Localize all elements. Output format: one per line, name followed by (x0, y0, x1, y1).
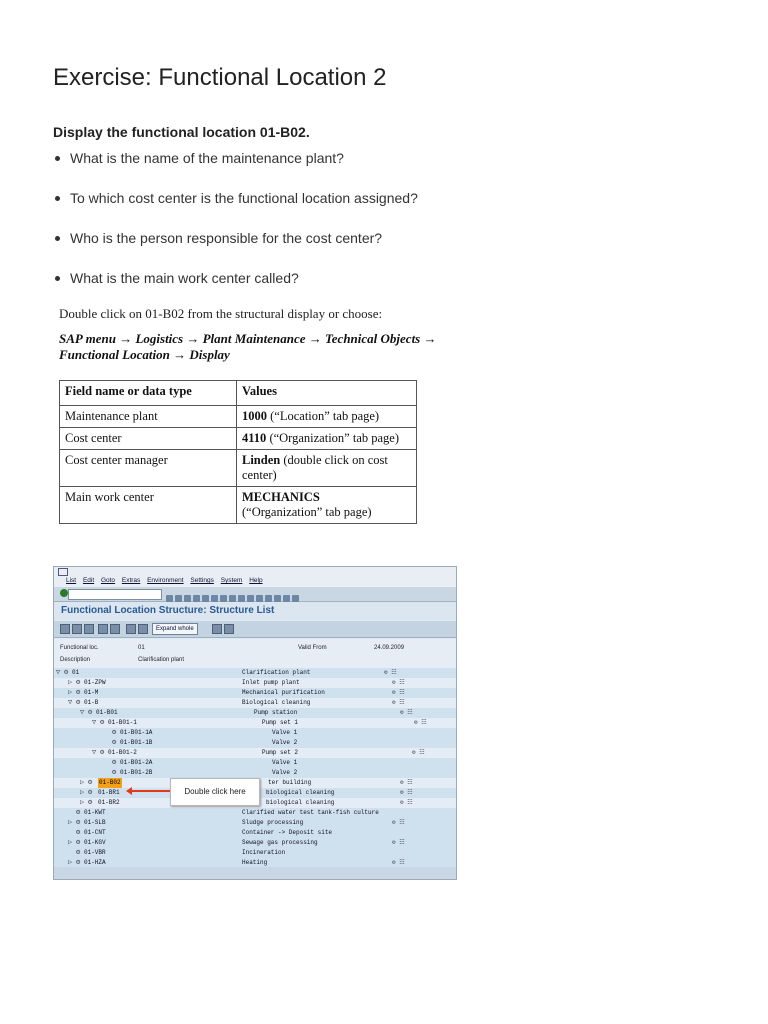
tree-row[interactable]: ▷ ⚙ 01-KGV Sewage gas processing ⚙ ☷ (54, 838, 456, 848)
object-icons: ⚙ ☷ (392, 699, 405, 706)
menu-edit[interactable]: Edit (82, 577, 95, 584)
funcloc-icon: ⚙ (76, 839, 81, 847)
description-label: Description (60, 657, 91, 663)
table-row (60, 487, 417, 524)
collapse-node-icon[interactable]: ▽ (92, 749, 97, 757)
field-name: Cost center (60, 428, 237, 450)
object-icons: ⚙ ☷ (392, 839, 405, 846)
tree-row[interactable]: ▽ ⚙ 01-B01 Pump station ⚙ ☷ (54, 708, 456, 718)
object-icons: ⚙ ☷ (392, 819, 405, 826)
collapse-icon[interactable] (126, 624, 136, 634)
funcloc-icon: ⚙ (100, 749, 105, 757)
object-icons: ⚙ ☷ (400, 709, 413, 716)
tree-row[interactable]: ⚙ 01-KWT Clarified water test tank-fish culture (54, 808, 456, 818)
expand-node-icon[interactable]: ▷ (68, 819, 73, 827)
field-name: Main work center (60, 487, 237, 524)
tree-icon[interactable] (60, 624, 70, 634)
sap-screen-title: Functional Location Structure: Structure List (54, 602, 457, 620)
funcloc-icon: ⚙ (100, 719, 105, 727)
object-icons: ⚙ ☷ (384, 669, 397, 676)
menu-system[interactable]: System (220, 577, 243, 584)
callout-box: Double click here (170, 778, 260, 806)
funcloc-icon: ⚙ (76, 819, 81, 827)
solution-table (59, 380, 417, 524)
tree-row[interactable]: ⚙ 01-VBR Incineration (54, 848, 456, 858)
new-session-icon[interactable] (265, 595, 272, 602)
bullet-icon (55, 196, 60, 201)
page-title: Exercise: Functional Location 2 (53, 64, 387, 91)
help-icon[interactable] (283, 595, 290, 602)
valid-from-value: 24.09.2009 (374, 645, 405, 651)
prev-page-icon[interactable] (238, 595, 245, 602)
column-header-values: Values (237, 381, 417, 406)
sap-window-icon (58, 568, 68, 576)
tree-row[interactable]: ▷ ⚙ 01-HZA Heating ⚙ ☷ (54, 858, 456, 868)
bullet-icon (55, 236, 60, 241)
menu-goto[interactable]: Goto (100, 577, 116, 584)
first-page-icon[interactable] (229, 595, 236, 602)
find-next-icon[interactable] (220, 595, 227, 602)
sap-status-bar (54, 867, 456, 879)
instruction-text: Double click on 01-B02 from the structural display or choose: (59, 306, 383, 321)
expand-node-icon[interactable]: ▷ (68, 859, 73, 867)
funcloc-icon: ⚙ (76, 829, 81, 837)
print-icon[interactable] (202, 595, 209, 602)
expand-node-icon[interactable]: ▷ (68, 839, 73, 847)
collapse-node-icon[interactable]: ▽ (68, 699, 73, 707)
menu-environment[interactable]: Environment (147, 577, 184, 584)
tree-row[interactable]: ▷ ⚙ 01-SLB Sludge processing ⚙ ☷ (54, 818, 456, 828)
question-item: Who is the person responsible for the cost center? (53, 230, 418, 270)
object-icons: ⚙ ☷ (400, 789, 413, 796)
tree-row[interactable]: ▽ ⚙ 01-B01-2 Pump set 2 ⚙ ☷ (54, 748, 456, 758)
valid-from-label: Valid From (298, 645, 327, 651)
field-name: Maintenance plant (60, 406, 237, 428)
tree-row[interactable]: ▷ ⚙ 01-BR2 biological cleaning ⚙ ☷ (54, 798, 456, 808)
table-row (60, 406, 417, 428)
expand-node-icon[interactable]: ▷ (68, 679, 73, 687)
funcloc-icon: ⚙ (112, 739, 117, 747)
back-icon[interactable] (175, 595, 182, 602)
structure-tree (54, 668, 456, 876)
object-icons: ⚙ ☷ (392, 859, 405, 866)
expand-node-icon[interactable]: ▷ (68, 689, 73, 697)
column-header-field: Field name or data type (60, 381, 237, 406)
question-item: What is the main work center called? (53, 270, 418, 310)
exercise-subtitle: Display the functional location 01-B02. (53, 124, 310, 140)
question-item: What is the name of the maintenance plant? (53, 150, 418, 190)
menu-list[interactable]: List (66, 577, 77, 584)
expand-node-icon[interactable]: ▷ (80, 789, 85, 797)
tree-row[interactable]: ⚙ 01-B01-2B Valve 2 (54, 768, 456, 778)
table-header-row (60, 381, 417, 406)
field-value: 1000 (“Location” tab page) (237, 406, 417, 428)
bullet-icon (55, 276, 60, 281)
table-row (60, 428, 417, 450)
tree-row-selected[interactable]: ▷ ⚙ 01-B02 ter building ⚙ ☷ (54, 778, 456, 788)
bullet-icon (55, 156, 60, 161)
sap-screenshot (53, 566, 457, 880)
filter-icon[interactable] (98, 624, 108, 634)
field-value: 4110 (“Organization” tab page) (237, 428, 417, 450)
find-icon[interactable] (211, 595, 218, 602)
funcloc-icon: ⚙ (76, 689, 81, 697)
funcloc-icon: ⚙ (112, 769, 117, 777)
funcloc-icon: ⚙ (88, 779, 93, 787)
object-icons: ⚙ ☷ (400, 779, 413, 786)
description-value: Clarification plant (138, 657, 185, 663)
object-icons: ⚙ ☷ (392, 689, 405, 696)
cancel-icon[interactable] (193, 595, 200, 602)
tree-row[interactable]: ▽ ⚙ 01-B01-1 Pump set 1 ⚙ ☷ (54, 718, 456, 728)
tree-row[interactable]: ▷ ⚙ 01-BR1 biological cleaning ⚙ ☷ (54, 788, 456, 798)
funcloc-icon: ⚙ (88, 709, 93, 717)
collapse-node-icon[interactable]: ▽ (56, 669, 61, 677)
funcloc-icon: ⚙ (64, 669, 69, 677)
layout-icon[interactable] (292, 595, 299, 602)
funcloc-icon: ⚙ (76, 809, 81, 817)
funcloc-icon: ⚙ (112, 759, 117, 767)
hierarchy-icon[interactable] (212, 624, 222, 634)
menu-path: SAP menu → Logistics → Plant Maintenance → Technical Objects → Functional Location → Display (59, 331, 437, 362)
tree-row[interactable]: ⚙ 01-B01-1A Valve 1 (54, 728, 456, 738)
sap-menu-bar (54, 567, 456, 587)
field-value: MECHANICS (“Organization” tab page) (237, 487, 417, 524)
object-icons: ⚙ ☷ (414, 719, 427, 726)
tree-row[interactable]: ▽ ⚙ 01 Clarification plant ⚙ ☷ (54, 668, 456, 678)
tree-row[interactable]: ⚙ 01-B01-2A Valve 1 (54, 758, 456, 768)
exit-icon[interactable] (184, 595, 191, 602)
list-icon[interactable] (84, 624, 94, 634)
expand-icon[interactable] (138, 624, 148, 634)
collapse-node-icon[interactable]: ▽ (92, 719, 97, 727)
object-icons: ⚙ ☷ (412, 749, 425, 756)
menu-settings[interactable]: Settings (190, 577, 214, 584)
sap-header-fields (54, 639, 456, 669)
arrow-line (130, 790, 170, 792)
collapse-node-icon[interactable]: ▽ (80, 709, 85, 717)
object-icons: ⚙ ☷ (400, 799, 413, 806)
shortcut-icon[interactable] (274, 595, 281, 602)
display-icon[interactable] (72, 624, 82, 634)
refresh-icon[interactable] (224, 624, 234, 634)
sap-command-bar (54, 587, 456, 602)
funcloc-label: Functional loc. (60, 645, 99, 651)
expand-whole-button[interactable]: Expand whole (152, 623, 198, 635)
funcloc-icon: ⚙ (76, 859, 81, 867)
object-icons: ⚙ ☷ (392, 679, 405, 686)
tree-row[interactable]: ⚙ 01-B01-1B Valve 2 (54, 738, 456, 748)
question-item: To which cost center is the functional location assigned? (53, 190, 418, 230)
funcloc-value: 01 (138, 645, 145, 651)
field-name: Cost center manager (60, 450, 237, 487)
funcloc-icon: ⚙ (76, 849, 81, 857)
funcloc-icon: ⚙ (88, 789, 93, 797)
command-field[interactable] (68, 589, 162, 600)
menu-extras[interactable]: Extras (121, 577, 141, 584)
next-page-icon[interactable] (247, 595, 254, 602)
question-list (53, 150, 418, 310)
menu-help[interactable]: Help (249, 577, 263, 584)
tree-row[interactable]: ⚙ 01-CNT Container -> Deposit site (54, 828, 456, 838)
expand-node-icon[interactable]: ▷ (80, 799, 85, 807)
table-row (60, 450, 417, 487)
tree-row[interactable]: ▽ ⚙ 01-B Biological cleaning ⚙ ☷ (54, 698, 456, 708)
last-page-icon[interactable] (256, 595, 263, 602)
save-icon[interactable] (166, 595, 173, 602)
field-value: Linden (double click on cost center) (237, 450, 417, 487)
sort-icon[interactable] (110, 624, 120, 634)
enter-icon[interactable] (60, 589, 68, 597)
tree-row[interactable]: ▷ ⚙ 01-M Mechanical purification ⚙ ☷ (54, 688, 456, 698)
funcloc-icon: ⚙ (76, 699, 81, 707)
sap-application-toolbar (54, 621, 456, 638)
funcloc-icon: ⚙ (88, 799, 93, 807)
funcloc-icon: ⚙ (112, 729, 117, 737)
funcloc-icon: ⚙ (76, 679, 81, 687)
tree-row[interactable]: ▷ ⚙ 01-ZPW Inlet pump plant ⚙ ☷ (54, 678, 456, 688)
expand-node-icon[interactable]: ▷ (80, 779, 85, 787)
